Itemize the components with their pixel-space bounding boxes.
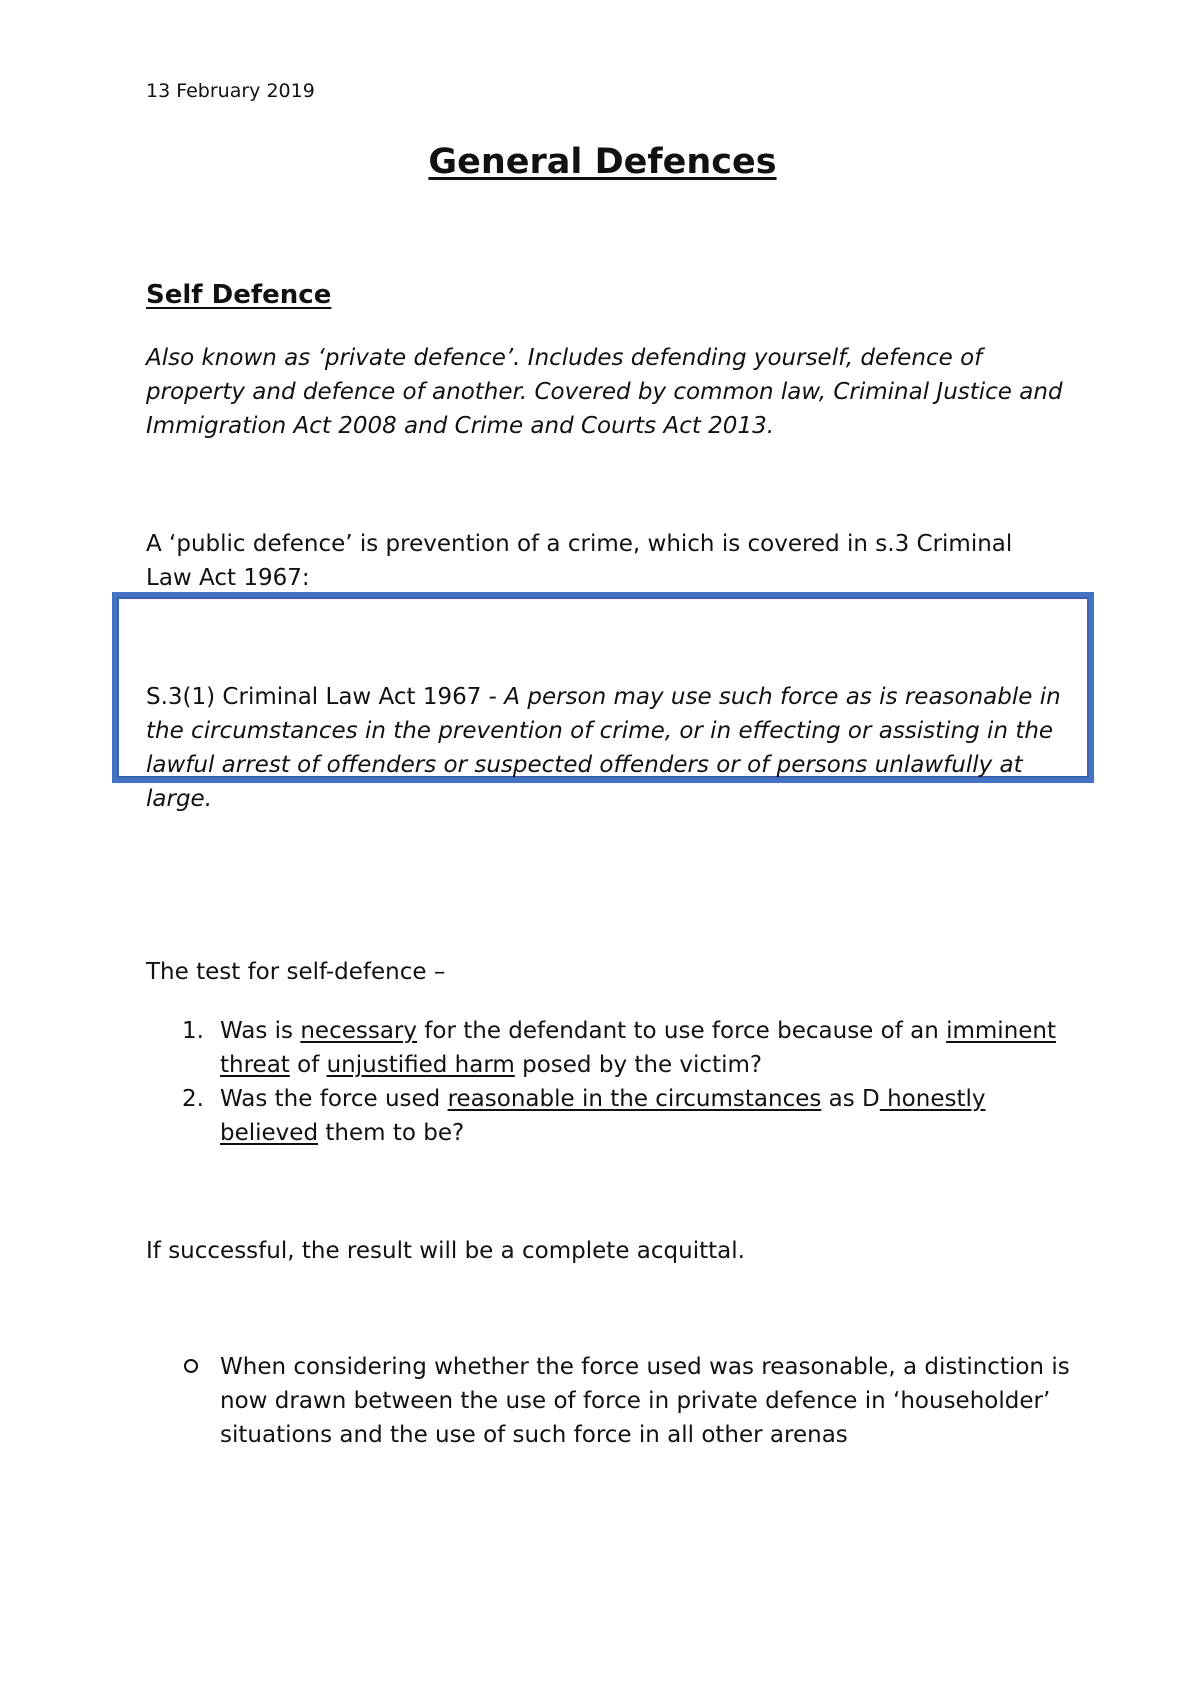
test-intro: The test for self-defence – [146, 959, 446, 985]
hollow-circle-bullet-icon [184, 1359, 198, 1373]
underlined-term: honestly believed [220, 1086, 986, 1146]
item-number: 2. [182, 1086, 204, 1112]
test-list [146, 1014, 1076, 1150]
item-text: them to be? [318, 1120, 465, 1146]
underlined-term: unjustified harm [326, 1052, 515, 1078]
item-number: 1. [182, 1018, 204, 1044]
item-text: of [289, 1052, 327, 1078]
s3-reference: S.3(1) Criminal Law Act 1967 - [146, 684, 505, 710]
item-text: for the defendant to use force because of an [417, 1018, 947, 1044]
s3-quote: A person may use such force as is reasonable in the circumstances in the prevention of crime, or in effecting or assisting in the lawful arrest of offenders or suspected offenders or of persons unlawfully at large. [146, 684, 1061, 812]
bullet-list [146, 1350, 1086, 1452]
date-text: 13 February 2019 [146, 80, 315, 102]
list-item [146, 1350, 1086, 1452]
section-heading: Self Defence [146, 280, 332, 310]
public-defence-paragraph: A ‘public defence’ is prevention of a crime, which is covered in s.3 Criminal Law Act 1967: [146, 531, 1013, 591]
intro-paragraph: Also known as ‘private defence’. Includes defending yourself, defence of property and defence of another. Covered by common law, Criminal Justice and Immigration Act 2008 and Crime and Courts Act 2013. [146, 345, 1063, 439]
s3-paragraph [146, 680, 1076, 816]
list-item [146, 1014, 1076, 1082]
underlined-term: necessary [300, 1018, 417, 1044]
item-text: posed by the victim? [514, 1052, 763, 1078]
list-item [146, 1082, 1076, 1150]
bullet-text: When considering whether the force used was reasonable, a distinction is now drawn between the use of force in private defence in ‘householder’ situations and the use of such force in all other arenas [220, 1354, 1070, 1448]
item-text: Was is [220, 1018, 301, 1044]
underlined-term: imminent threat [220, 1018, 1057, 1078]
result-paragraph: If successful, the result will be a complete acquittal. [146, 1238, 745, 1264]
item-text: Was the force used [220, 1086, 448, 1112]
item-text: as D [821, 1086, 880, 1112]
underlined-term: reasonable in the circumstances [447, 1086, 822, 1112]
document-title: General Defences [428, 142, 777, 182]
